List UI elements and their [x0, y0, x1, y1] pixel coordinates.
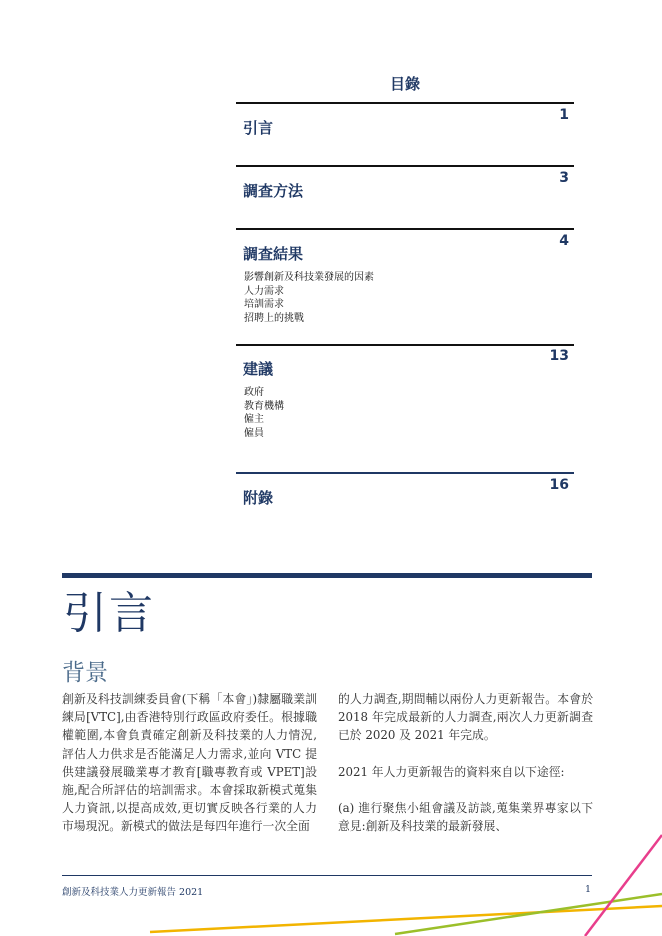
toc-heading-introduction[interactable]: 引言	[243, 119, 274, 137]
toc-subsection-item[interactable]: 影響創新及科技業發展的因素	[244, 272, 374, 283]
toc-subsection-item[interactable]: 人力需求	[244, 285, 284, 297]
decorative-yellow-line	[150, 906, 662, 932]
toc-page-number: 13	[549, 348, 569, 364]
decorative-green-line	[395, 894, 662, 934]
toc-subsection-item[interactable]: 僱員	[244, 427, 264, 439]
section-title: 背景	[62, 660, 108, 686]
decorative-pink-line	[585, 835, 662, 936]
toc-page-number: 4	[559, 233, 569, 249]
toc-page-number: 3	[559, 170, 569, 186]
toc-subsection-item[interactable]: 政府	[244, 387, 264, 398]
toc-subsection-item[interactable]: 教育機構	[244, 400, 284, 412]
toc-page-number: 16	[549, 477, 569, 493]
toc-subsection-item[interactable]: 僱主	[244, 414, 264, 425]
toc-subsection-item[interactable]: 招聘上的挑戰	[244, 312, 304, 324]
footer-report-title: 創新及科技業人力更新報告 2021	[62, 887, 204, 898]
body-paragraph: (a) 進行聚焦小組會議及訪談,蒐集業界專家以下意見:創新及科技業的最新發展、	[338, 800, 593, 834]
toc-subsection-item[interactable]: 培訓需求	[244, 299, 284, 310]
toc-heading-methodology[interactable]: 調查方法	[243, 182, 304, 200]
toc-title: 目錄	[389, 75, 420, 93]
toc-heading-appendix[interactable]: 附錄	[243, 489, 274, 507]
body-paragraph: 2021 年人力更新報告的資料來自以下途徑:	[338, 764, 565, 779]
toc-page-number: 1	[559, 107, 569, 123]
toc-heading-findings[interactable]: 調查結果	[243, 245, 304, 263]
chapter-title: 引言	[63, 588, 155, 639]
body-paragraph: 創新及科技訓練委員會(下稱「本會」)隸屬職業訓練局[VTC],由香港特別行政區政府委任。根據職權範圍,本會負責確定創新及科技業的人力情況,評估人力供求是否能滿足人力需求,並向 VTC 提供建議發展職業專才教育[職專教育或 VPET]設施,配合所評估的培訓需求。本會採取新模式蒐集人力資訊,以提高成效,更切實反映各行業的人力市場現況。新模式的做法是每四年進行一次全面	[62, 692, 317, 834]
footer-page-number: 1	[585, 884, 592, 895]
toc-heading-recommendations[interactable]: 建議	[243, 360, 274, 378]
body-paragraph: 的人力調查,期間輔以兩份人力更新報告。本會於 2018 年完成最新的人力調查,兩次人力更新調查已於 2020 及 2021 年完成。	[338, 692, 593, 743]
